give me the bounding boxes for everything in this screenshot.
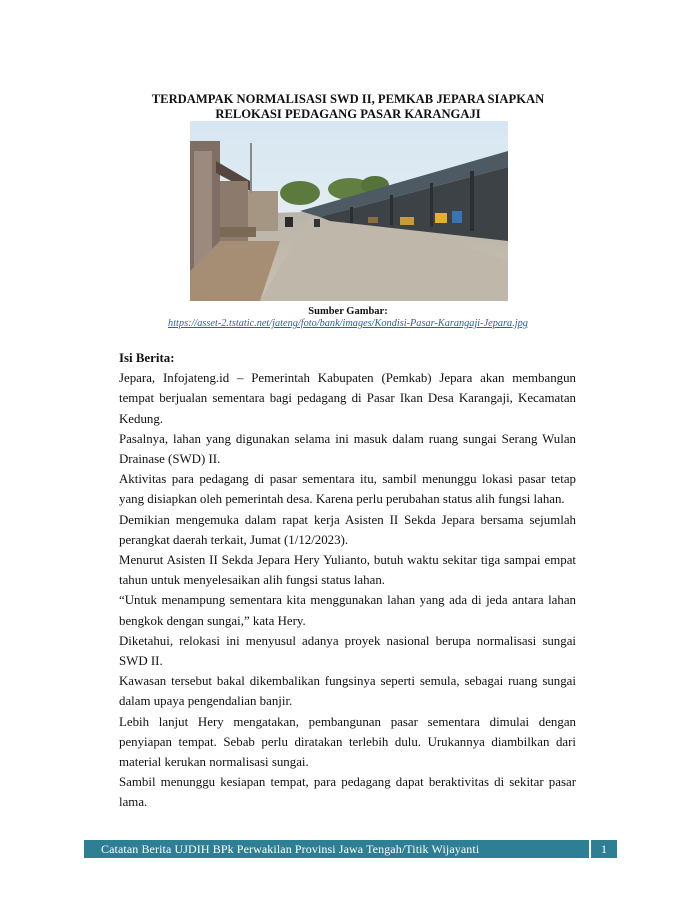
page-number: 1 [589,840,617,858]
footer-text: Catatan Berita UJDIH BPk Perwakilan Provinsi Jawa Tengah/Titik Wijayanti [101,842,480,856]
paragraph: Aktivitas para pedagang di pasar sementara itu, sambil menunggu lokasi pasar tetap yang disiapkan oleh pemerintah desa. Karena perlu perubahan status alih fungsi lahan. [119,472,576,507]
paragraph: Menurut Asisten II Sekda Jepara Hery Yulianto, butuh waktu sekitar tiga sampai empat tahun untuk menyelesaikan alih fungsi status lahan. [119,553,576,588]
paragraph: Lebih lanjut Hery mengatakan, pembangunan pasar sementara dimulai dengan penyiapan tempat. Sebab perlu diratakan terlebih dulu. Urukannya diambilkan dari material kerukan normalisasi sungai. [119,714,576,770]
news-title: TERDAMPAK NORMALISASI SWD II, PEMKAB JEPARA SIAPKAN RELOKASI PEDAGANG PASAR KARANGAJI [151,92,545,121]
market-photo-illustration [190,121,508,301]
paragraph: Diketahui, relokasi ini menyusul adanya proyek nasional berupa normalisasi sungai SWD II. [119,633,576,669]
paragraph: Sambil menunggu kesiapan tempat, para pedagang dapat beraktivitas di sekitar pasar lama. [119,775,576,810]
paragraph: Demikian mengemuka dalam rapat kerja Asisten II Sekda Jepara bersama sejumlah perangkat daerah terkait, Jumat (1/12/2023). [119,512,576,547]
paragraph: Jepara, Infojateng.id – Pemerintah Kabupaten (Pemkab) Jepara akan membangun tempat berjualan sementara bagi pedagang di Pasar Ikan Desa Karangaji, Kecamatan Kedung. [119,371,576,426]
paragraph: Pasalnya, lahan yang digunakan selama ini masuk dalam ruang sungai Serang Wulan Drainase (SWD) II. [119,431,576,467]
paragraph: “Untuk menampung sementara kita menggunakan lahan yang ada di jeda antara lahan bengkok dengan sungai,” kata Hery. [119,593,576,628]
page-footer [84,840,617,858]
paragraph: Kawasan tersebut bakal dikembalikan fungsinya seperti semula, sebagai ruang sungai dalam upaya pengendalian banjir. [119,674,576,709]
market-photo [190,121,508,301]
article-body [119,348,576,813]
section-heading: Isi Berita: [119,351,175,365]
image-source-label: Sumber Gambar: [308,306,388,317]
image-source-link[interactable]: https://asset-2.tstatic.net/jateng/foto/bank/images/Kondisi-Pasar-Karangaji-Jepara.jpg [168,318,528,329]
